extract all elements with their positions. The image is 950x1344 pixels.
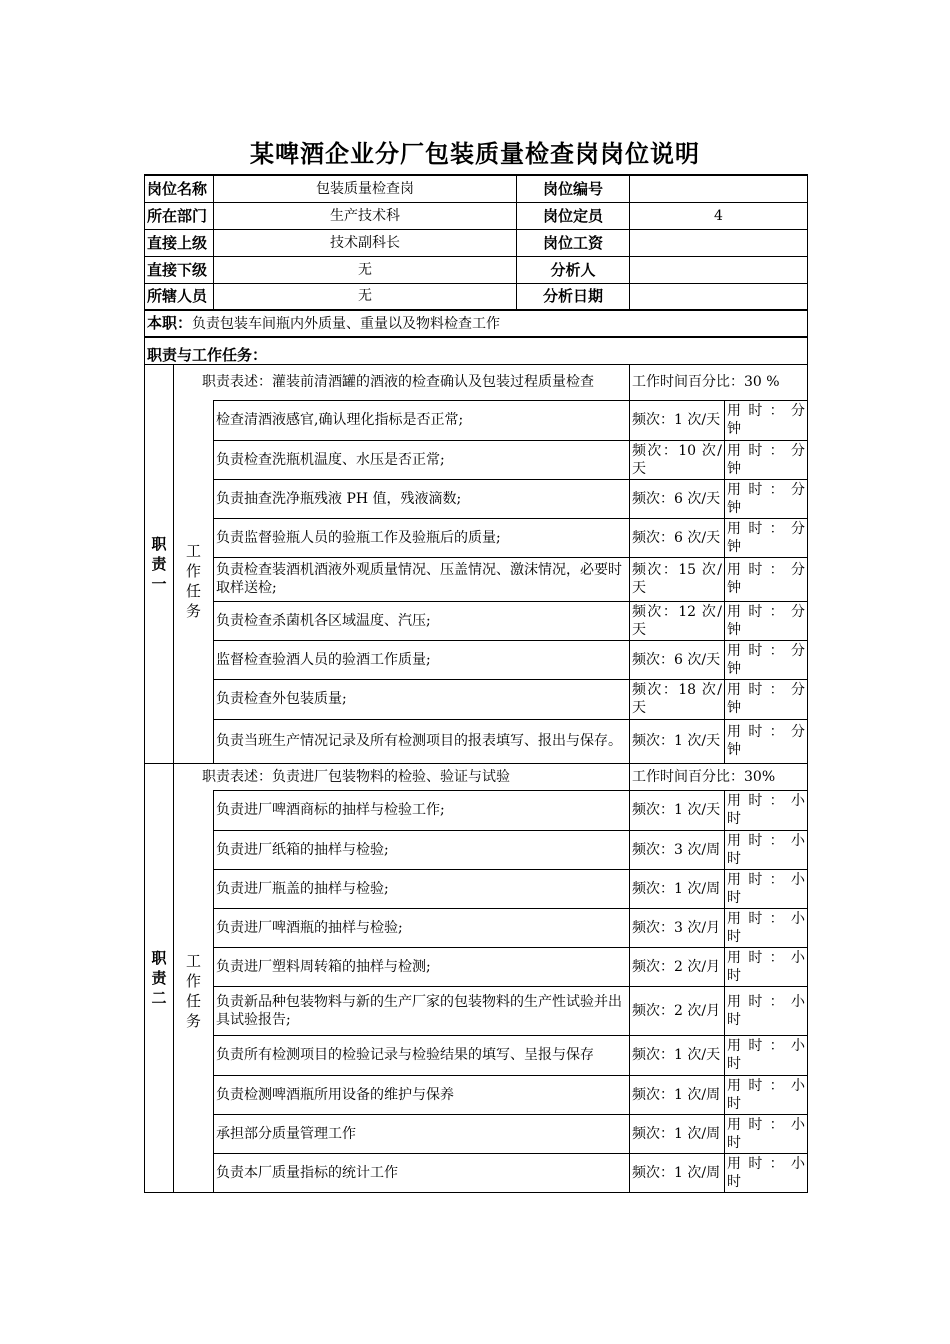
info-value — [630, 229, 808, 256]
task-duration: 用 时 ： 小时 — [725, 908, 808, 947]
task-duration: 用 时 ： 小时 — [725, 869, 808, 908]
task-row — [145, 719, 808, 763]
task-text: 负责监督验瓶人员的验瓶工作及验瓶后的质量; — [214, 518, 630, 557]
info-value — [630, 256, 808, 283]
task-text: 负责进厂塑料周转箱的抽样与检测; — [214, 947, 630, 986]
info-label: 直接下级 — [145, 256, 214, 283]
duty-label: 职责二 — [145, 763, 174, 1192]
task-text: 负责当班生产情况记录及所有检测项目的报表填写、报出与保存。 — [214, 719, 630, 763]
task-row — [145, 869, 808, 908]
task-frequency: 频次：6 次/天 — [630, 518, 725, 557]
task-duration: 用 时 ： 小时 — [725, 1075, 808, 1114]
task-frequency: 频次：1 次/周 — [630, 1075, 725, 1114]
task-row — [145, 908, 808, 947]
task-text: 负责本厂质量指标的统计工作 — [214, 1153, 630, 1192]
duty-desc-row — [145, 763, 808, 790]
task-duration: 用 时 ： 小时 — [725, 830, 808, 869]
duty-description-text: 职责表述：灌装前清酒罐的酒液的检查确认及包装过程质量检查 — [202, 374, 594, 390]
task-duration: 用 时 ： 小时 — [725, 1035, 808, 1075]
task-row — [145, 679, 808, 719]
task-text: 负责检查洗瓶机温度、水压是否正常; — [214, 440, 630, 479]
task-duration: 用 时 ： 小时 — [725, 947, 808, 986]
task-row — [145, 479, 808, 518]
task-frequency: 频次：12 次/天 — [630, 601, 725, 640]
info-label: 所在部门 — [145, 202, 214, 229]
benzhi-cell — [145, 310, 808, 337]
task-text: 负责进厂啤酒瓶的抽样与检验; — [214, 908, 630, 947]
info-value: 无 — [214, 283, 517, 310]
duty-description — [174, 364, 630, 400]
task-text: 负责检查杀菌机各区域温度、汽压; — [214, 601, 630, 640]
task-text: 负责抽查洗净瓶残液 PH 值，残液滴数; — [214, 479, 630, 518]
task-frequency: 频次：2 次/月 — [630, 947, 725, 986]
task-text: 负责进厂瓶盖的抽样与检验; — [214, 869, 630, 908]
task-text: 承担部分质量管理工作 — [214, 1114, 630, 1153]
task-duration: 用 时 ： 分钟 — [725, 601, 808, 640]
duty-description-text: 职责表述：负责进厂包装物料的检验、验证与试验 — [202, 768, 510, 785]
info-value: 包装质量检查岗 — [214, 175, 517, 202]
task-row — [145, 440, 808, 479]
task-label: 工作任务 — [174, 790, 214, 1192]
task-text: 负责新品种包装物料与新的生产厂家的包装物料的生产性试验并出具试验报告; — [214, 986, 630, 1035]
task-row — [145, 1075, 808, 1114]
task-label: 工作任务 — [174, 400, 214, 763]
task-duration: 用 时 ： 小时 — [725, 986, 808, 1035]
info-value: 4 — [630, 202, 808, 229]
task-frequency: 频次：3 次/周 — [630, 830, 725, 869]
info-value: 生产技术科 — [214, 202, 517, 229]
info-row — [145, 202, 808, 229]
task-duration: 用 时 ： 小时 — [725, 790, 808, 830]
task-duration: 用 时 ： 分钟 — [725, 518, 808, 557]
task-frequency: 频次：18 次/天 — [630, 679, 725, 719]
info-label: 所辖人员 — [145, 283, 214, 310]
task-duration: 用 时 ： 分钟 — [725, 679, 808, 719]
duties-heading: 职责与工作任务： — [145, 337, 808, 364]
task-row — [145, 986, 808, 1035]
info-value — [630, 175, 808, 202]
duty-label: 职责一 — [145, 364, 174, 763]
task-frequency: 频次：10 次/天 — [630, 440, 725, 479]
task-duration: 用 时 ： 分钟 — [725, 400, 808, 440]
work-time-percentage: 工作时间百分比：30 % — [630, 364, 808, 400]
info-row — [145, 175, 808, 202]
task-row — [145, 601, 808, 640]
info-label: 岗位工资 — [517, 229, 630, 256]
info-row — [145, 229, 808, 256]
task-duration: 用 时 ： 分钟 — [725, 440, 808, 479]
info-row — [145, 256, 808, 283]
task-row — [145, 1153, 808, 1192]
info-label: 岗位定员 — [517, 202, 630, 229]
task-frequency: 频次：1 次/天 — [630, 719, 725, 763]
task-text: 检查清酒液感官,确认理化指标是否正常; — [214, 400, 630, 440]
task-frequency: 频次：1 次/天 — [630, 1035, 725, 1075]
task-row — [145, 640, 808, 679]
info-label: 岗位编号 — [517, 175, 630, 202]
task-frequency: 频次：1 次/周 — [630, 1114, 725, 1153]
task-row — [145, 830, 808, 869]
task-frequency: 频次：1 次/周 — [630, 869, 725, 908]
task-text: 负责进厂纸箱的抽样与检验; — [214, 830, 630, 869]
duty-description — [174, 763, 630, 790]
task-text: 负责检查装酒机酒液外观质量情况、压盖情况、激沫情况，必要时取样送检; — [214, 557, 630, 601]
duties-heading-row — [145, 337, 808, 364]
task-duration: 用 时 ： 小时 — [725, 1114, 808, 1153]
task-row — [145, 947, 808, 986]
task-row — [145, 1035, 808, 1075]
task-row — [145, 518, 808, 557]
task-frequency: 频次：1 次/天 — [630, 790, 725, 830]
task-frequency: 频次：1 次/周 — [630, 1153, 725, 1192]
task-frequency: 频次：6 次/天 — [630, 640, 725, 679]
task-text: 负责所有检测项目的检验记录与检验结果的填写、呈报与保存 — [214, 1035, 630, 1075]
task-duration: 用 时 ： 分钟 — [725, 479, 808, 518]
task-duration: 用 时 ： 分钟 — [725, 557, 808, 601]
task-text: 负责进厂啤酒商标的抽样与检验工作; — [214, 790, 630, 830]
task-row — [145, 557, 808, 601]
task-duration: 用 时 ： 分钟 — [725, 719, 808, 763]
info-label: 分析人 — [517, 256, 630, 283]
benzhi-text: 负责包装车间瓶内外质量、重量以及物料检查工作 — [192, 316, 501, 332]
task-text: 监督检查验酒人员的验酒工作质量; — [214, 640, 630, 679]
info-value — [630, 283, 808, 310]
info-label: 直接上级 — [145, 229, 214, 256]
task-frequency: 频次：6 次/天 — [630, 479, 725, 518]
duty-desc-row — [145, 364, 808, 400]
task-text: 负责检测啤酒瓶所用设备的维护与保养 — [214, 1075, 630, 1114]
info-label: 岗位名称 — [145, 175, 214, 202]
info-value: 无 — [214, 256, 517, 283]
task-frequency: 频次：3 次/月 — [630, 908, 725, 947]
task-row — [145, 1114, 808, 1153]
task-row — [145, 400, 808, 440]
info-label: 分析日期 — [517, 283, 630, 310]
info-value: 技术副科长 — [214, 229, 517, 256]
page-title: 某啤酒企业分厂包装质量检查岗岗位说明 — [250, 140, 700, 168]
task-duration: 用 时 ： 分钟 — [725, 640, 808, 679]
work-time-percentage: 工作时间百分比：30% — [630, 763, 808, 790]
task-frequency: 频次：2 次/月 — [630, 986, 725, 1035]
task-frequency: 频次：15 次/天 — [630, 557, 725, 601]
job-description-table — [144, 174, 807, 1193]
benzhi-label: 本职： — [147, 314, 193, 332]
task-duration: 用 时 ： 小时 — [725, 1153, 808, 1192]
task-text: 负责检查外包装质量; — [214, 679, 630, 719]
task-row — [145, 790, 808, 830]
benzhi-row — [145, 310, 808, 337]
task-frequency: 频次：1 次/天 — [630, 400, 725, 440]
info-row — [145, 283, 808, 310]
